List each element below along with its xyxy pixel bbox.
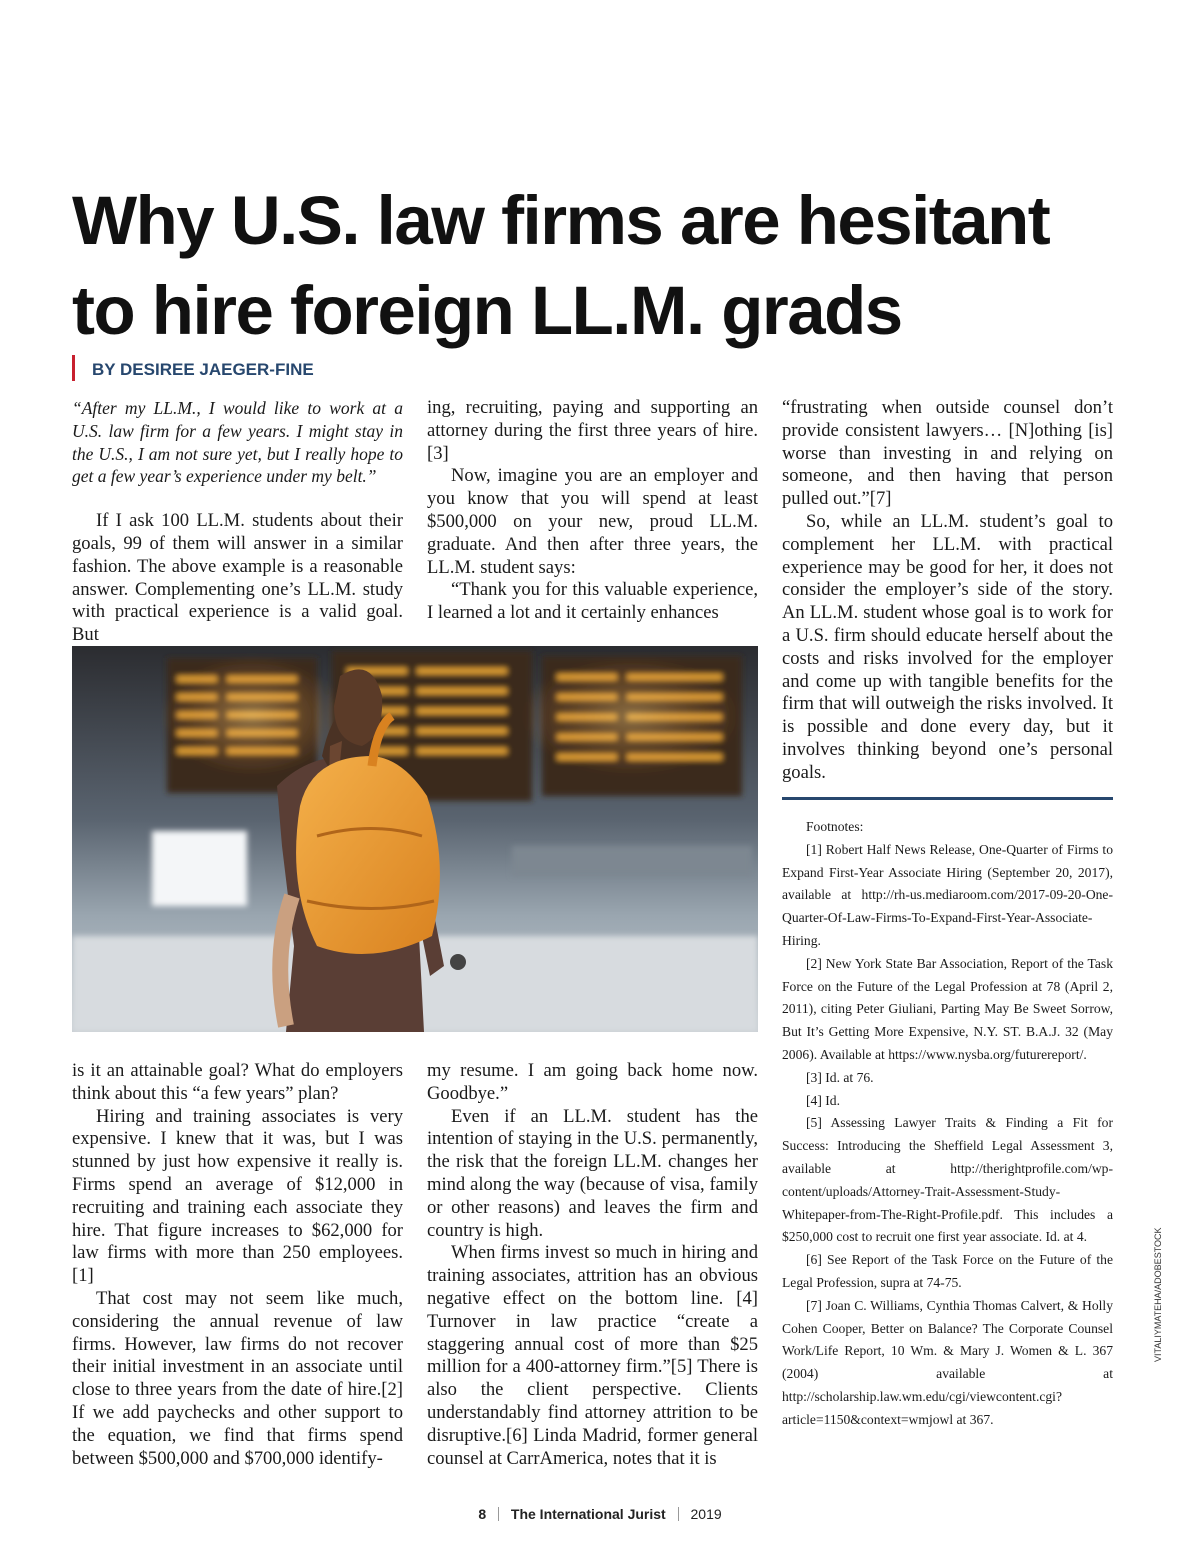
- paragraph: Hiring and training associates is very expensive. I knew that it was, but I was stunned by just how expensive it really is. Firms spend an average of $12,000 in recruiting and training each associate they hire. That figure increases to $62,000 for law firms with more than 250 employees. [1]: [72, 1105, 403, 1287]
- footnotes-heading: Footnotes:: [806, 819, 864, 834]
- paragraph: So, while an LL.M. student’s goal to complement her LL.M. with practical experience may be good for her, it does not consider the employer’s side of the story. An LL.M. student whose goal is to work for a U.S. firm should educate herself about the costs and risks involved for the employer and come up with tangible benefits for the firm that will outweigh the risks involved. It is possible and done every day, but it involves thinking beyond one’s personal goals.: [782, 510, 1113, 783]
- byline: BY DESIREE JAEGER-FINE: [92, 360, 314, 379]
- paragraph: ing, recruiting, paying and supporting an attorney during the first three years of hire. [3]: [427, 397, 758, 464]
- column-2-bottom: [427, 1060, 758, 1470]
- photo-credit: VITALIYMATEHA/ADOBESTOCK: [1153, 1227, 1163, 1362]
- publication-name: The International Jurist: [510, 1506, 666, 1522]
- paragraph: Even if an LL.M. student has the intention of staying in the U.S. permanently, the risk that the foreign LL.M. changes her mind along the way (because of visa, family or other reasons) and leaves the firm and country is high.: [427, 1105, 758, 1241]
- headline-line-2: to hire foreign LL.M. grads: [72, 272, 902, 349]
- footnote: [3] Id. at 76.: [806, 1069, 874, 1085]
- byline-accent-bar: [72, 355, 75, 381]
- paragraph: If I ask 100 LL.M. students about their goals, 99 of them will answer in a similar fashion. The above example is a reasonable answer. Complementing one’s LL.M. study with practical experience is a valid goal. But: [72, 510, 403, 646]
- headline-line-1: Why U.S. law firms are hesitant: [72, 182, 1050, 259]
- article-headline: [72, 176, 1152, 356]
- footnote: [4] Id.: [806, 1092, 840, 1108]
- paragraph: Now, imagine you are an employer and you know that you will spend at least $500,000 on your new, proud LL.M. graduate. And then after three years, the LL.M. student says:: [427, 465, 758, 578]
- footnote: [7] Joan C. Williams, Cynthia Thomas Calvert, & Holly Cohen Cooper, Better on Balance? The Corporate Counsel Work/Life Report, 10 Wm. & Mary J. Women & L. 367 (2004) available at http://scholarship.law.wm.edu/cgi/viewcontent.cgi?article=1150&context=wmjowl at 367.: [782, 1297, 1113, 1427]
- footnote: [2] New York State Bar Association, Report of the Task Force on the Future of the Legal Profession at 78 (April 2, 2011), citing Peter Giuliani, Parting May Be Sweet Sorrow, But It’s Getting More Expensive, N.Y. ST. B.A.J. 32 (May 2006). Available at https://www.nysba.org/futurereport/.: [782, 955, 1113, 1062]
- paragraph: That cost may not seem like much, considering the annual revenue of law firms. However, law firms do not recover their initial investment in an associate until close to three years from the date of hire.[2] If we add paychecks and other support to the equation, we find that firms spend between $500,000 and $700,000 identify-: [72, 1287, 403, 1469]
- footnotes: [782, 816, 1113, 1432]
- column-3: [782, 397, 1113, 785]
- page-footer: [0, 1506, 1200, 1522]
- column-1-top: [72, 397, 403, 647]
- column-2-top: [427, 397, 758, 625]
- article-photo: [72, 646, 758, 1032]
- pull-quote: “After my LL.M., I would like to work at a U.S. law firm for a few years. I might stay in the U.S., I am not sure yet, but I really hope to get a few year’s experience under my belt.”: [72, 398, 403, 487]
- footnote: [5] Assessing Lawyer Traits & Finding a Fit for Success: Introducing the Sheffield Legal Assessment 3, available at http://therightprofile.com/wp-content/uploads/Attorney-Trait-Assessment-Study-Whitepaper-from-The-Right-Profile.pdf. This includes a $250,000 cost to recruit one first year associate. Id. at 4.: [782, 1115, 1113, 1245]
- footer-separator: [498, 1507, 499, 1521]
- paragraph: my resume. I am going back home now. Goodbye.”: [427, 1060, 758, 1104]
- footnote: [1] Robert Half News Release, One-Quarter of Firms to Expand First-Year Associate Hiring (September 20, 2017), available at http://rh-us.mediaroom.com/2017-09-20-One-Quarter-Of-Law-Firms-To-Expand-First-Year-Associate-Hiring.: [782, 841, 1113, 948]
- paragraph: When firms invest so much in hiring and training associates, attrition has an obvious negative effect on the bottom line. [4] Turnover in law practice “create a staggering annual cost of more than $25 million for a 400-attorney firm.”[5] There is also the client perspective. Clients understandably find attorney attrition to be disruptive.[6] Linda Madrid, former general counsel at CarrAmerica, notes that it is: [427, 1242, 758, 1469]
- column-1-bottom: [72, 1060, 403, 1470]
- footer-separator: [678, 1507, 679, 1521]
- paragraph: “Thank you for this valuable experience, I learned a lot and it certainly enhances: [427, 579, 758, 624]
- publication-year: 2019: [690, 1506, 722, 1522]
- page-number: 8: [478, 1506, 487, 1522]
- footnote: [6] See Report of the Task Force on the Future of the Legal Profession, supra at 74-75.: [782, 1252, 1113, 1290]
- footnotes-divider: [782, 797, 1113, 800]
- airport-traveler-image: [72, 646, 758, 1032]
- paragraph: “frustrating when outside counsel don’t provide consistent lawyers… [N]othing [is] worse than investing in and relying on someone, and then having that person pulled out.”[7]: [782, 397, 1113, 510]
- paragraph: is it an attainable goal? What do employers think about this “a few years” plan?: [72, 1060, 403, 1104]
